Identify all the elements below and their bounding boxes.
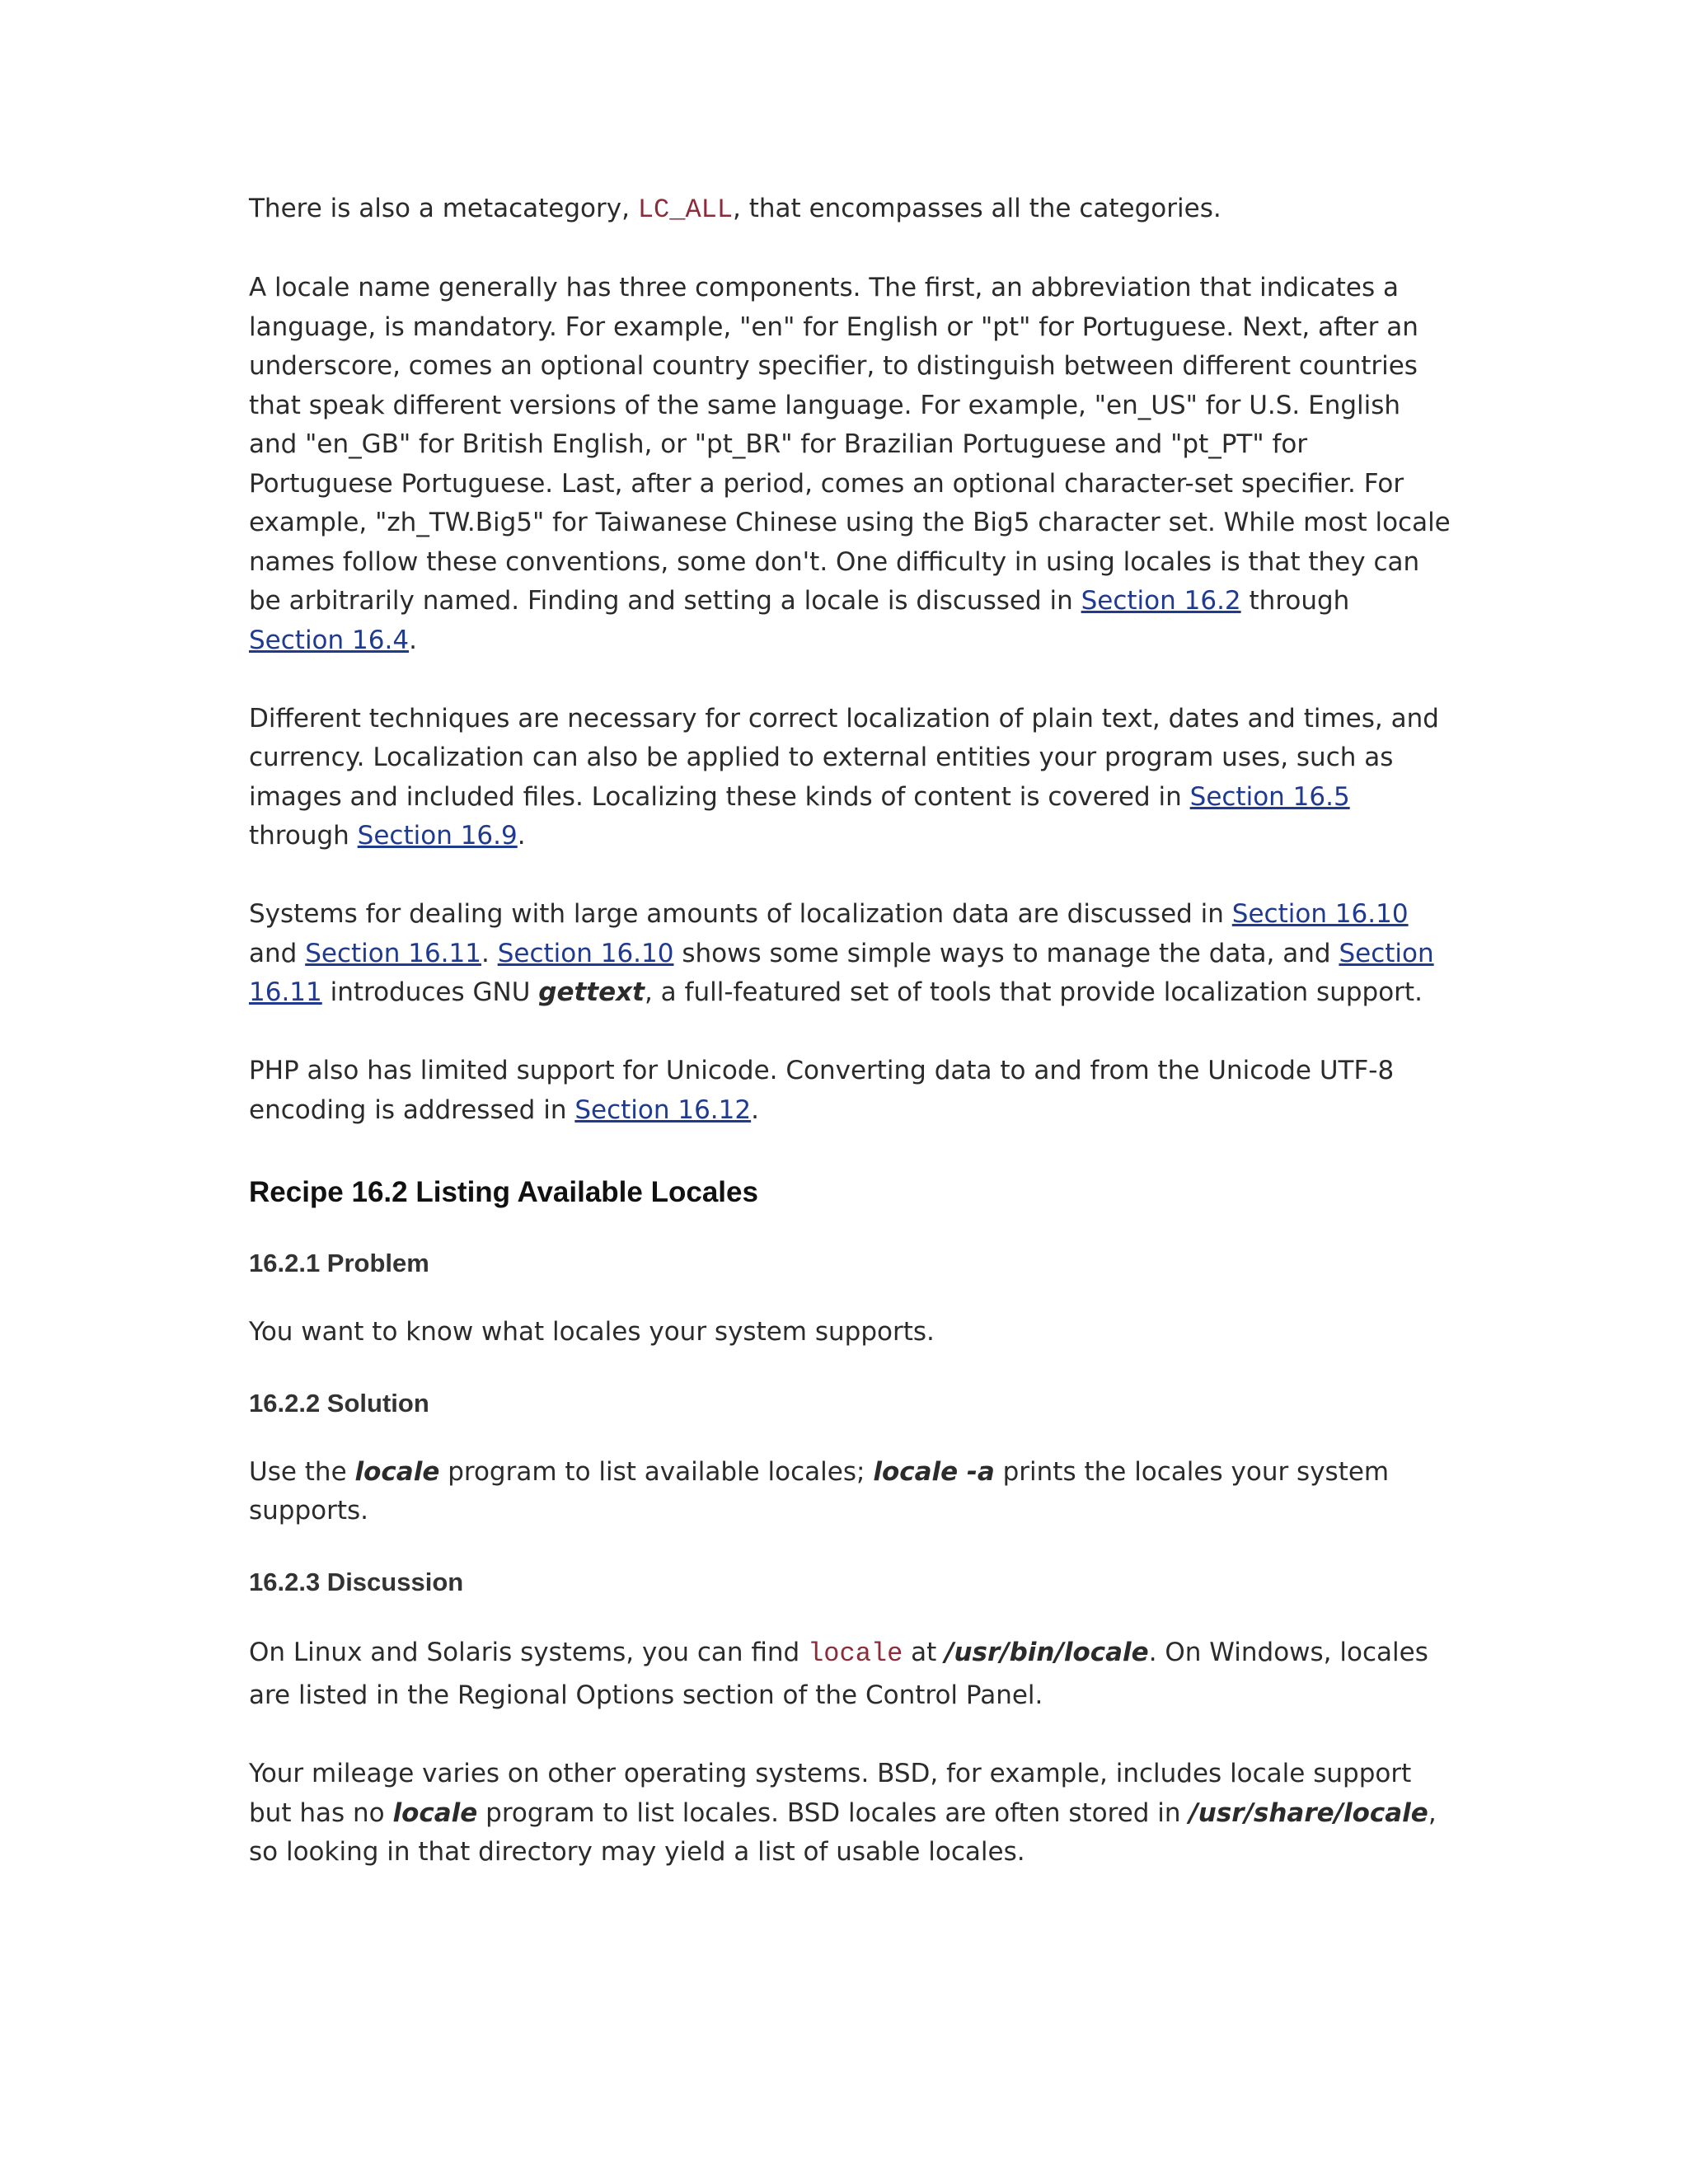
link-section-16-5[interactable]: Section 16.5	[1189, 781, 1350, 812]
bold-gettext: gettext	[538, 977, 645, 1007]
text: through	[249, 821, 358, 851]
text: and	[249, 938, 306, 968]
link-section-16-11[interactable]: Section 16.11	[305, 938, 481, 968]
solution-text	[249, 1453, 1452, 1531]
text: There is also a metacategory,	[249, 194, 638, 223]
text: through	[1240, 586, 1350, 616]
link-section-16-11[interactable]: Section 16.11	[249, 938, 1434, 1007]
text: Different techniques are necessary for correct localization of plain text, dates and times, and currency. Localization can also be applied to external entities your program uses, such as images and included files. Localizing these kinds of content is covered in	[249, 703, 1439, 812]
text: prints the locales your system supports.	[249, 1456, 1390, 1526]
text: introduces GNU	[321, 977, 539, 1007]
text: .	[409, 625, 417, 655]
text: Your mileage varies on other operating systems. BSD, for example, includes locale support but has no	[249, 1759, 1412, 1828]
text: .	[481, 938, 498, 968]
text: On Linux and Solaris systems, you can find	[249, 1637, 809, 1667]
bold-locale: locale	[354, 1456, 440, 1487]
text: .	[517, 821, 526, 851]
solution-heading: 16.2.2 Solution	[249, 1388, 429, 1418]
text: Use the	[249, 1456, 355, 1487]
link-section-16-12[interactable]: Section 16.12	[574, 1094, 752, 1125]
text: , that encompasses all the categories.	[733, 194, 1221, 223]
problem-heading: 16.2.1 Problem	[249, 1249, 429, 1277]
text: , a full-featured set of tools that provide localization support.	[644, 977, 1423, 1007]
document-page	[249, 190, 1452, 1872]
recipe-title: Recipe 16.2 Listing Available Locales	[249, 1176, 758, 1208]
text: program to list locales. BSD locales are often stored in	[477, 1797, 1189, 1828]
text: , so looking in that directory may yield a list of usable locales.	[249, 1797, 1437, 1867]
text: A locale name generally has three components. The first, an abbreviation that indicates a language, is mandatory. For example, "en" for English or "pt" for Portuguese. Next, after an underscore, comes an optional country specifier, to distinguish between different countries that speak different versions of the same language. For example, "en_US" for U.S. English and "en_GB" for British English, or "pt_BR" for Brazilian Portuguese and "pt_PT" for Portuguese Portuguese. Last, after a period, comes an optional character-set specifier. For example, "zh_TW.Big5" for Taiwanese Chinese using the Big5 character set. While most locale names follow these conventions, some don't. One difficulty in using locales is that they can be arbitrarily named. Finding and setting a locale is discussed in	[249, 273, 1451, 616]
inline-code-lc-all: LC_ALL	[637, 194, 734, 225]
problem-text: You want to know what locales your system supports.	[249, 1317, 935, 1347]
text: shows some simple ways to manage the data, and	[673, 938, 1339, 968]
link-section-16-9[interactable]: Section 16.9	[357, 821, 518, 851]
text: . On Windows, locales are listed in the Regional Options section of the Control Panel.	[249, 1637, 1428, 1710]
discussion-paragraph-2	[249, 1755, 1452, 1872]
link-section-16-10[interactable]: Section 16.10	[497, 938, 674, 968]
text: program to list available locales;	[439, 1456, 874, 1487]
inline-code-locale: locale	[808, 1638, 903, 1669]
text: PHP also has limited support for Unicode. Converting data to and from the Unicode UTF-8 encoding is addressed in	[249, 1056, 1395, 1125]
link-section-16-4[interactable]: Section 16.4	[249, 625, 410, 655]
path-usr-share-locale: /usr/share/locale	[1189, 1797, 1428, 1828]
text: at	[903, 1637, 945, 1667]
link-section-16-10[interactable]: Section 16.10	[1231, 899, 1409, 929]
paragraph-techniques	[249, 700, 1452, 856]
text: Systems for dealing with large amounts of localization data are discussed in	[249, 899, 1232, 929]
bold-locale-a: locale -a	[873, 1456, 995, 1487]
discussion-heading: 16.2.3 Discussion	[249, 1567, 464, 1596]
paragraph-unicode	[249, 1052, 1452, 1130]
bold-locale: locale	[392, 1797, 478, 1828]
text: .	[751, 1094, 759, 1125]
discussion-paragraph-1	[249, 1632, 1452, 1716]
link-section-16-2[interactable]: Section 16.2	[1081, 586, 1241, 616]
paragraph-systems	[249, 895, 1452, 1013]
paragraph-locale-name	[249, 269, 1452, 660]
path-usr-bin-locale: /usr/bin/locale	[945, 1637, 1149, 1667]
paragraph-lc-all	[249, 190, 1452, 230]
